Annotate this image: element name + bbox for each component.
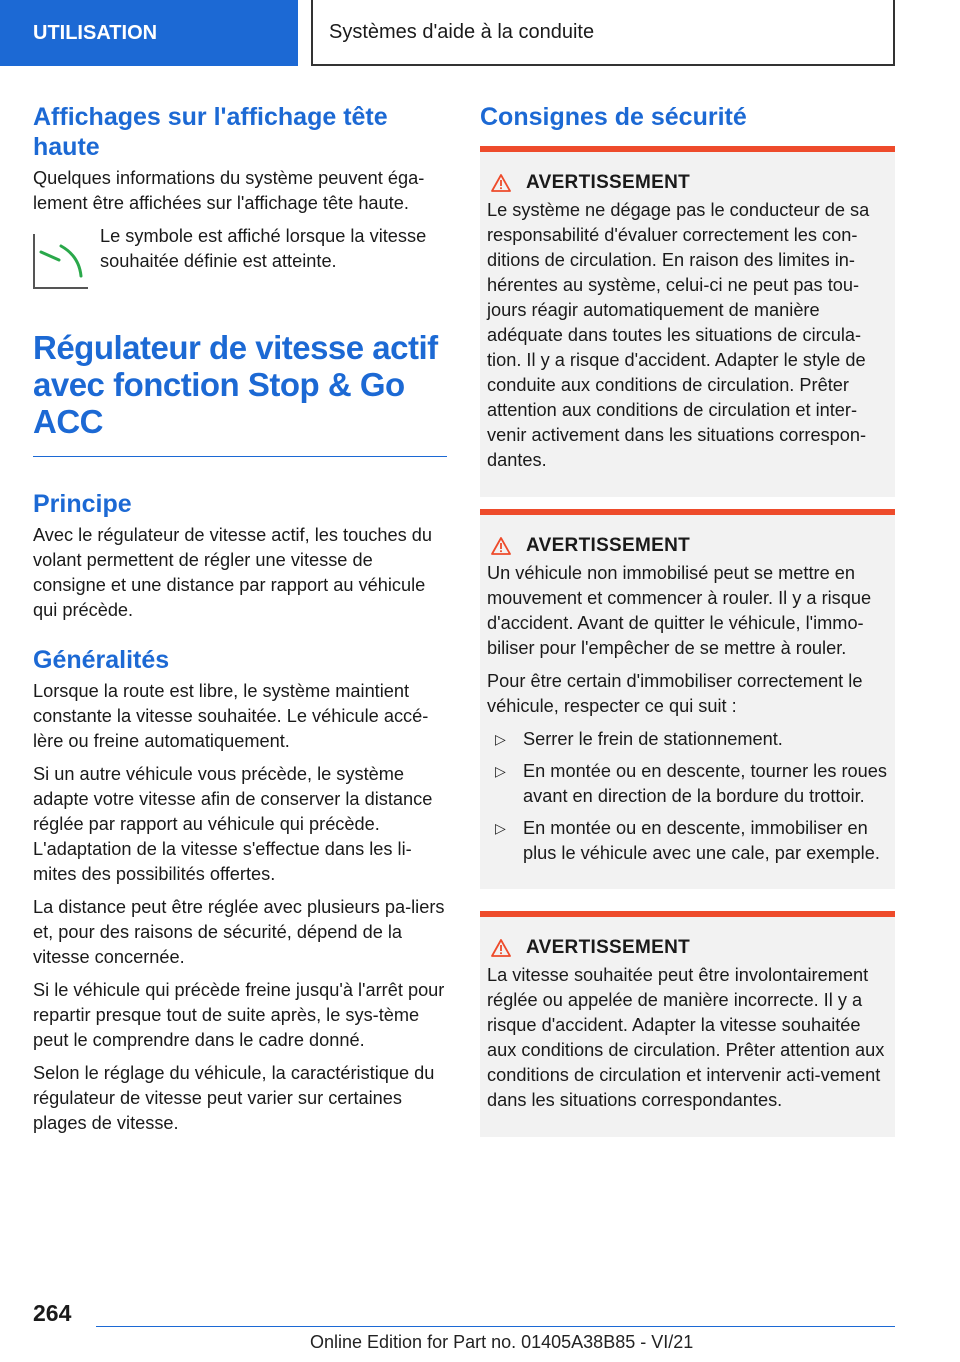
warning-text: Le système ne dégage pas le conducteur de sa responsabilité d'évaluer correctement les con-ditions de circulation. En raison des limites in-hérentes au système, celui-ci ne peut pas tou-jours réagir automatiquement de manière adéquate dans toutes les situations de circula-tion. Il y a risque d'accident. Adapter le style de conduite aux conditions de circulation. Prêter attention aux conditions de circulation et inter-venir activement dans les situations correspon-dantes. [487,200,870,470]
list-item-text: Serrer le frein de stationnement. [523,729,783,749]
list-item [487,816,888,866]
generalites-heading: Généralités [33,646,170,674]
list-item [487,759,888,809]
speed-reached-icon [33,234,88,289]
section-label: UTILISATION [33,21,158,44]
chapter-title: Régulateur de vitesse actif avec fonction Stop & Go ACC [33,329,438,440]
warning-text: Pour être certain d'immobiliser correctement le véhicule, respecter ce qui suit : [487,671,863,716]
symbol-row [33,224,447,289]
generalites-paragraph: La distance peut être réglée avec plusieurs pa-liers et, pour des raisons de sécurité, dépend de la vitesse concernée. [33,897,445,967]
triangle-right-icon: ▷ [495,820,506,836]
right-column [480,102,895,1137]
warning-box [480,146,895,497]
triangle-right-icon: ▷ [495,763,506,779]
warning-triangle-icon [490,536,512,556]
hud-heading: Affichages sur l'affichage tête haute [33,103,388,161]
warning-text: Un véhicule non immobilisé peut se mettre en mouvement et commencer à rouler. Il y a risque d'accident. Avant de quitter le véhicule, l'immo-biliser pour l'empêcher de se mettre à rouler. [487,563,872,658]
warning-list [487,727,888,866]
header-title-box [311,0,895,66]
principe-text: Avec le régulateur de vitesse actif, les touches du volant permettent de régler une vitesse de consigne et une distance par rapport au véhicule qui précède. [33,525,433,620]
warning-header [487,937,888,959]
warning-box [480,911,895,1137]
triangle-right-icon: ▷ [495,731,506,747]
hud-text: Quelques informations du système peuvent éga-lement être affichées sur l'affichage tête haute. [33,168,425,213]
list-item-text: En montée ou en descente, tourner les roues avant en direction de la bordure du trottoir. [523,761,887,806]
warning-header [487,172,888,194]
list-item-text: En montée ou en descente, immobiliser en plus le véhicule avec une cale, par exemple. [523,818,880,863]
generalites-paragraph: Selon le réglage du véhicule, la caractéristique du régulateur de vitesse peut varier sur certaines plages de vitesse. [33,1063,435,1133]
warning-box [480,509,895,889]
left-column [33,102,447,1144]
symbol-text: Le symbole est affiché lorsque la vitesse souhaitée définie est atteinte. [100,226,427,271]
chapter-header-title: Systèmes d'aide à la conduite [329,20,595,43]
warning-header [487,535,888,557]
generalites-paragraph: Lorsque la route est libre, le système maintient constante la vitesse souhaitée. Le véhicule accé-lère ou freine automatiquement. [33,681,429,751]
warning-triangle-icon [490,173,512,193]
principe-heading: Principe [33,490,132,518]
safety-heading: Consignes de sécurité [480,103,747,131]
warning-text: La vitesse souhaitée peut être involontairement réglée ou appelée de manière incorrecte. Il y a risque d'accident. Adapter la vitesse souhaitée aux conditions de circulation. Prêter attention aux conditions de circulation et intervenir acti-vement dans les situations correspondantes. [487,965,885,1110]
chapter-rule [33,456,447,457]
warning-label: AVERTISSEMENT [526,937,691,958]
footer-rule [96,1326,895,1327]
section-tab [0,0,298,66]
list-item [487,727,888,752]
warning-label: AVERTISSEMENT [526,172,691,193]
generalites-paragraph: Si un autre véhicule vous précède, le système adapte votre vitesse afin de conserver la distance réglée par rapport au véhicule qui précède. L'adaptation de la vitesse s'effectue dans les li-mites des possibilités offertes. [33,764,433,884]
footer-edition: Online Edition for Part no. 01405A38B85 - VI/21 [310,1332,694,1352]
warning-triangle-icon [490,938,512,958]
warning-label: AVERTISSEMENT [526,535,691,556]
generalites-paragraph: Si le véhicule qui précède freine jusqu'à l'arrêt pour repartir presque tout de suite après, le sys-tème peut le comprendre dans le cadre donné. [33,980,445,1050]
page-number: 264 [33,1300,72,1326]
